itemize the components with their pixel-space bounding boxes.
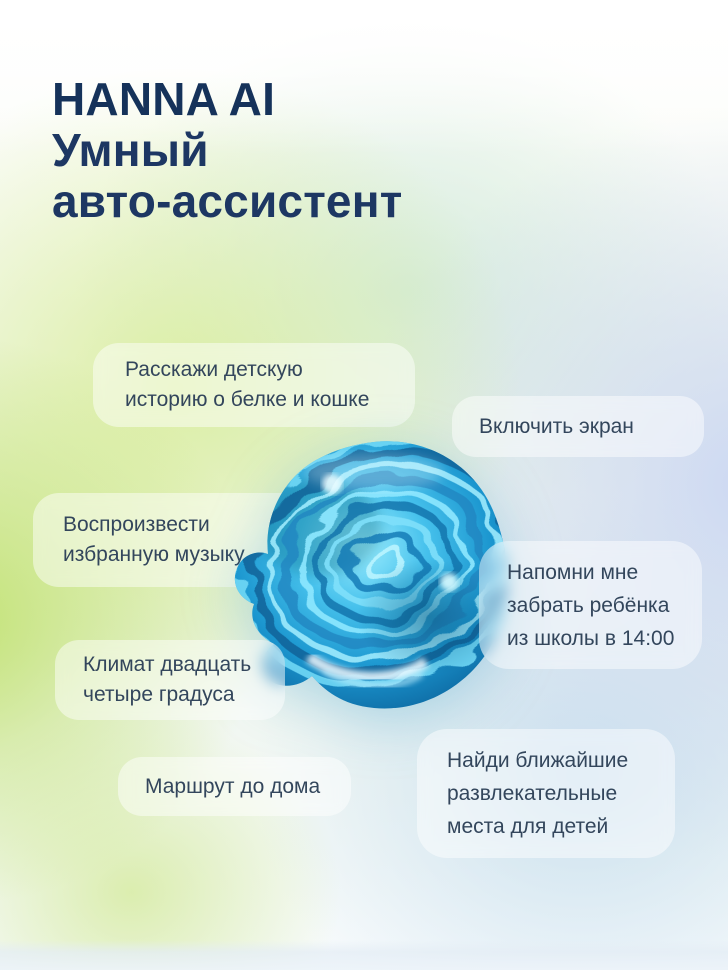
voice-command-bubble-screen [452, 396, 704, 457]
voice-command-bubble-climate [55, 640, 285, 720]
subtitle-line-1: Умный [52, 124, 209, 176]
bubble-line: четыре градуса [83, 683, 235, 706]
voice-command-bubble-reminder [479, 541, 702, 669]
voice-command-bubble-places [417, 729, 675, 858]
voice-command-bubble-story [93, 343, 415, 427]
bottom-fade-band [0, 940, 728, 970]
bubble-line: места для детей [447, 815, 609, 838]
bubble-line: из школы в 14:00 [507, 626, 675, 650]
bubble-line: Включить экран [479, 414, 634, 438]
bubble-line: Расскажи детскую [125, 358, 303, 381]
page-title [52, 74, 402, 227]
bubble-line: развлекательные [447, 782, 618, 805]
subtitle-line-2: авто-ассистент [52, 175, 403, 227]
voice-command-bubble-route [118, 757, 351, 816]
bubble-line: историю о белке и кошке [125, 388, 370, 411]
bubble-line: забрать ребёнка [507, 593, 670, 617]
bubble-line: Маршрут до дома [145, 774, 321, 798]
bubble-line: Найди ближайшие [447, 749, 629, 772]
brand-title: HANNA AI [52, 73, 276, 125]
bubble-line: Напомни мне [507, 560, 639, 584]
bubble-line: Климат двадцать [83, 653, 252, 676]
bubble-line: избранную музыку [63, 543, 245, 566]
bubble-line: Воспроизвести [63, 513, 210, 536]
